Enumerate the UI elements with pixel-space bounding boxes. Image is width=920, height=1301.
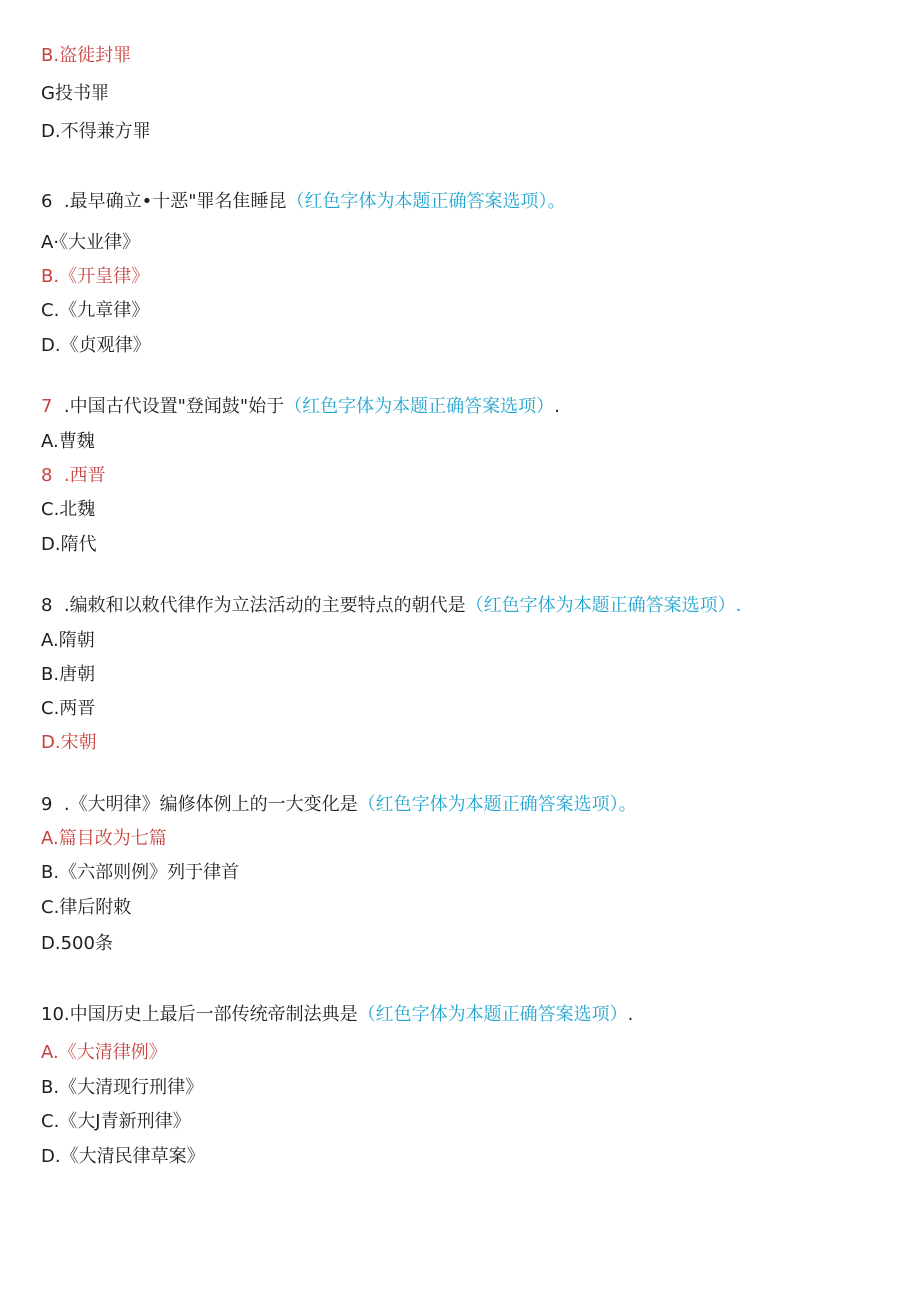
q9-option-c: C.律后附敕 xyxy=(41,897,132,918)
q6-question xyxy=(41,190,566,214)
q10-tail: . xyxy=(627,1004,634,1025)
q10-option-b: B.《大清现行刑律》 xyxy=(41,1077,204,1098)
q10-option-a: A.《大清律例》 xyxy=(41,1042,167,1063)
q10-option-c: C.《大J青新刑律》 xyxy=(41,1111,191,1132)
q8-question-text: 8 .编敕和以敕代律作为立法活动的主要特点的朝代是 xyxy=(41,595,466,616)
q6-hint: （红色字体为本题正确答案选项）。 xyxy=(286,191,566,212)
q6-option-b: B.《开皇律》 xyxy=(41,266,150,287)
q8-option-a: A.隋朝 xyxy=(41,630,95,651)
q7-hint: （红色字体为本题正确答案选项） xyxy=(284,396,555,417)
q7-number: 7 xyxy=(41,396,53,417)
q8-question xyxy=(41,594,741,618)
q7-option-d: D.隋代 xyxy=(41,534,97,555)
q10-hint: （红色字体为本题正确答案选项） xyxy=(357,1004,628,1025)
q6-option-d: D.《贞观律》 xyxy=(41,335,151,356)
q8-option-b: B.唐朝 xyxy=(41,664,96,685)
q10-question-text: 10.中国历史上最后一部传统帝制法典是 xyxy=(41,1004,358,1025)
q5-option-d: D.不得兼方罪 xyxy=(41,121,151,142)
q8-hint: （红色字体为本题正确答案选项）. xyxy=(465,595,742,616)
q10-question xyxy=(41,1003,633,1027)
q6-option-c: C.《九章律》 xyxy=(41,300,150,321)
q9-question-text: 9 .《大明律》编修体例上的一大变化是 xyxy=(41,794,358,815)
q6-question-text: 6 .最早确立•十恶"罪名隹睡昆 xyxy=(41,191,287,212)
q7-tail: . xyxy=(554,396,560,417)
q8-option-c: C.两晋 xyxy=(41,698,96,719)
q9-option-d: D.500条 xyxy=(41,933,113,954)
q9-hint: （红色字体为本题正确答案选项）。 xyxy=(357,794,637,815)
q6-option-a: A·《大业律》 xyxy=(41,232,141,253)
q10-option-d: D.《大清民律草案》 xyxy=(41,1146,205,1167)
q7-option-a: A.曹魏 xyxy=(41,431,95,452)
q9-question xyxy=(41,793,637,817)
q7-option-b: 8 .西晋 xyxy=(41,465,106,486)
q7-option-c: C.北魏 xyxy=(41,499,96,520)
q9-option-b: B.《六部则例》列于律首 xyxy=(41,862,240,883)
q9-option-a: A.篇目改为七篇 xyxy=(41,828,167,849)
q7-question-text: .中国古代设置"登闻鼓"始于 xyxy=(52,396,285,417)
q5-option-c: G投书罪 xyxy=(41,83,109,104)
q5-option-b: B.盗徙封罪 xyxy=(41,45,132,66)
q7-question xyxy=(41,395,560,419)
q8-option-d: D.宋朝 xyxy=(41,732,97,753)
